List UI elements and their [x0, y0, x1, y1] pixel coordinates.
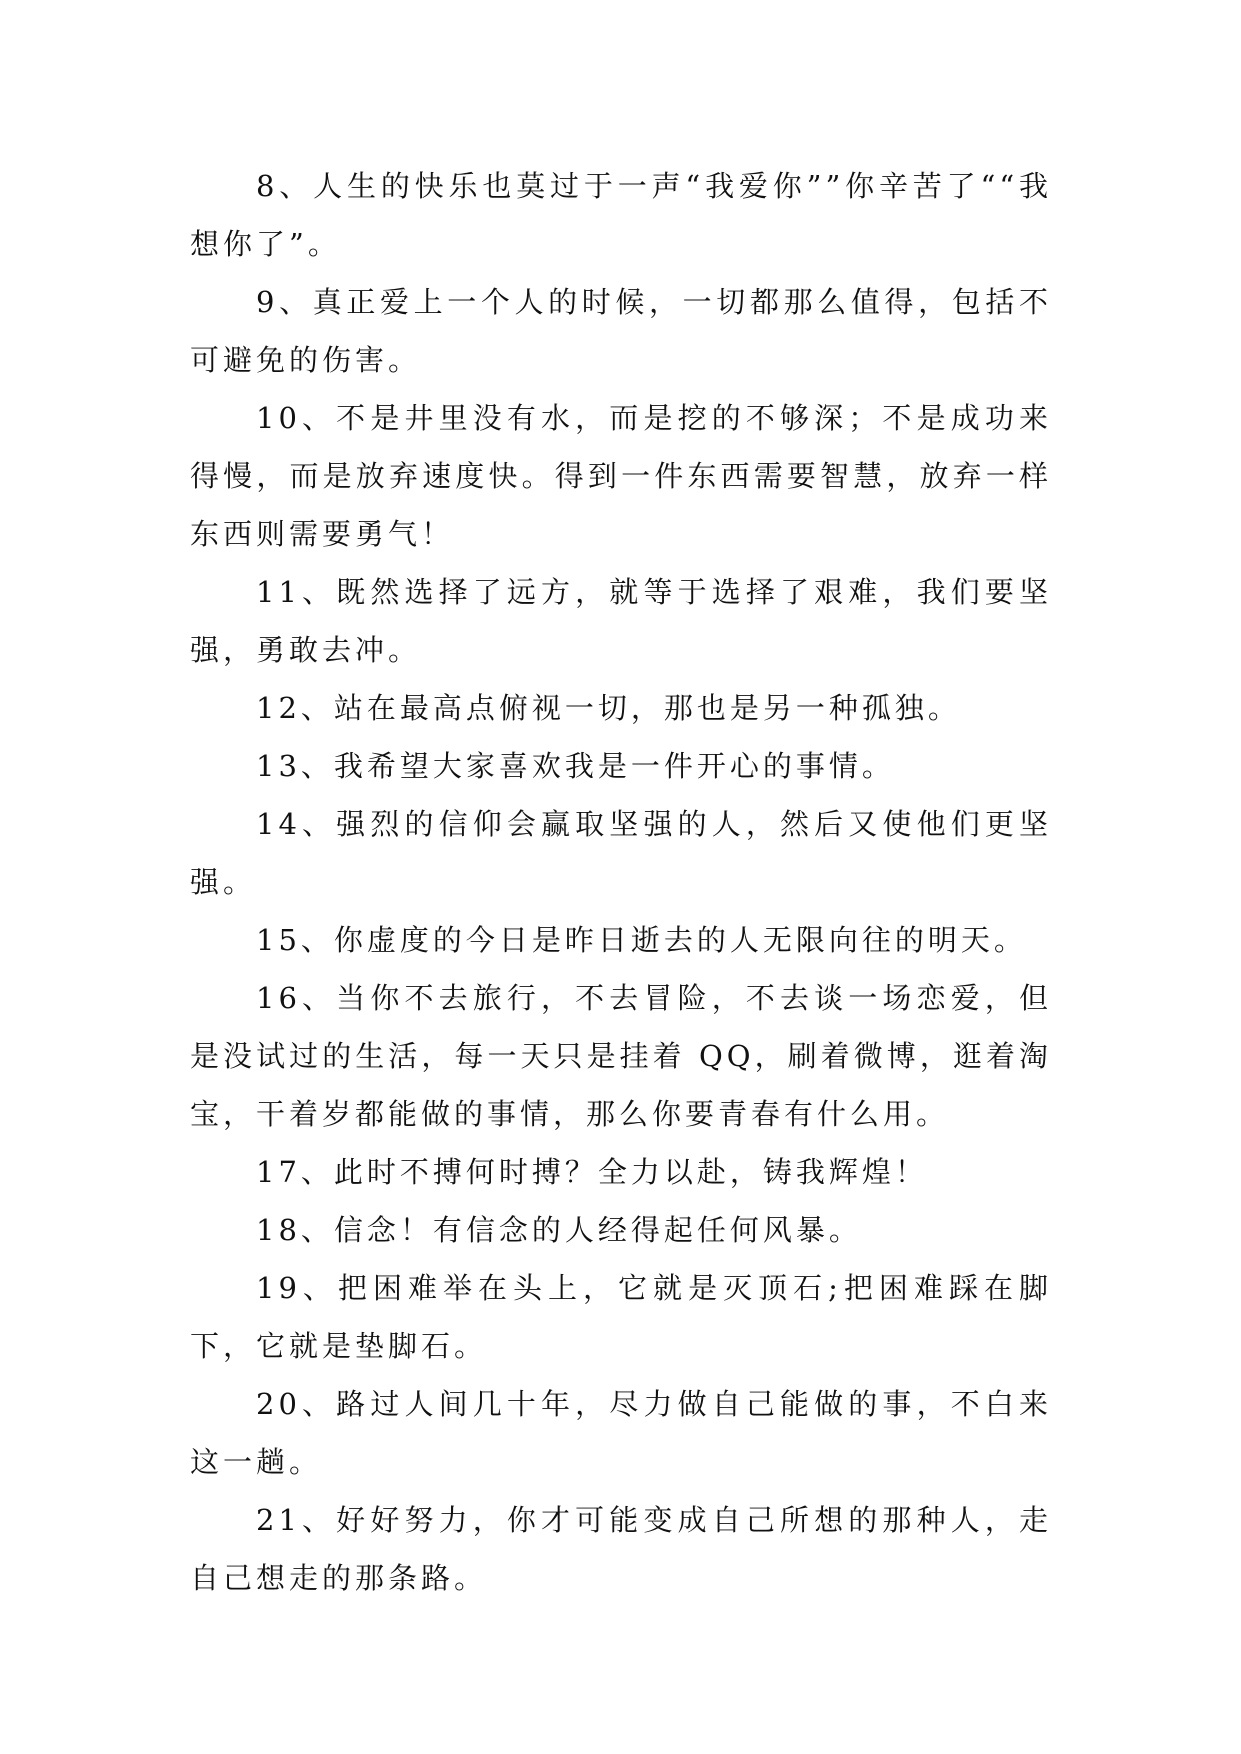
paragraph-9: 9、真正爱上一个人的时候，一切都那么值得，包括不可避免的伤害。	[190, 285, 1052, 377]
paragraph-16: 16、当你不去旅行，不去冒险，不去谈一场恋爱，但是没试过的生活，每一天只是挂着 QQ，刷着微博，逛着淘宝，干着岁都能做的事情，那么你要青春有什么用。	[190, 981, 1052, 1131]
paragraph-14: 14、强烈的信仰会赢取坚强的人，然后又使他们更坚强。	[190, 807, 1052, 899]
paragraph-19: 19、把困难举在头上，它就是灭顶石;把困难踩在脚下，它就是垫脚石。	[190, 1271, 1052, 1363]
paragraph-15: 15、你虚度的今日是昨日逝去的人无限向往的明天。	[256, 923, 1027, 957]
paragraph-11: 11、既然选择了远方，就等于选择了艰难，我们要坚强，勇敢去冲。	[190, 575, 1052, 667]
paragraph-12: 12、站在最高点俯视一切，那也是另一种孤独。	[256, 691, 961, 725]
paragraph-21: 21、好好努力，你才可能变成自己所想的那种人，走自己想走的那条路。	[190, 1503, 1052, 1595]
paragraph-17: 17、此时不搏何时搏？全力以赴，铸我辉煌！	[256, 1155, 928, 1189]
paragraph-13: 13、我希望大家喜欢我是一件开心的事情。	[256, 749, 895, 783]
document-body	[190, 157, 1052, 1607]
paragraph-10: 10、不是井里没有水，而是挖的不够深；不是成功来得慢，而是放弃速度快。得到一件东西需要智慧，放弃一样东西则需要勇气！	[190, 401, 1052, 551]
paragraph-8: 8、人生的快乐也莫过于一声“我爱你””你辛苦了““我想你了”。	[190, 169, 1052, 261]
paragraph-20: 20、路过人间几十年，尽力做自己能做的事，不白来这一趟。	[190, 1387, 1052, 1479]
paragraph-18: 18、信念！有信念的人经得起任何风暴。	[256, 1213, 862, 1247]
